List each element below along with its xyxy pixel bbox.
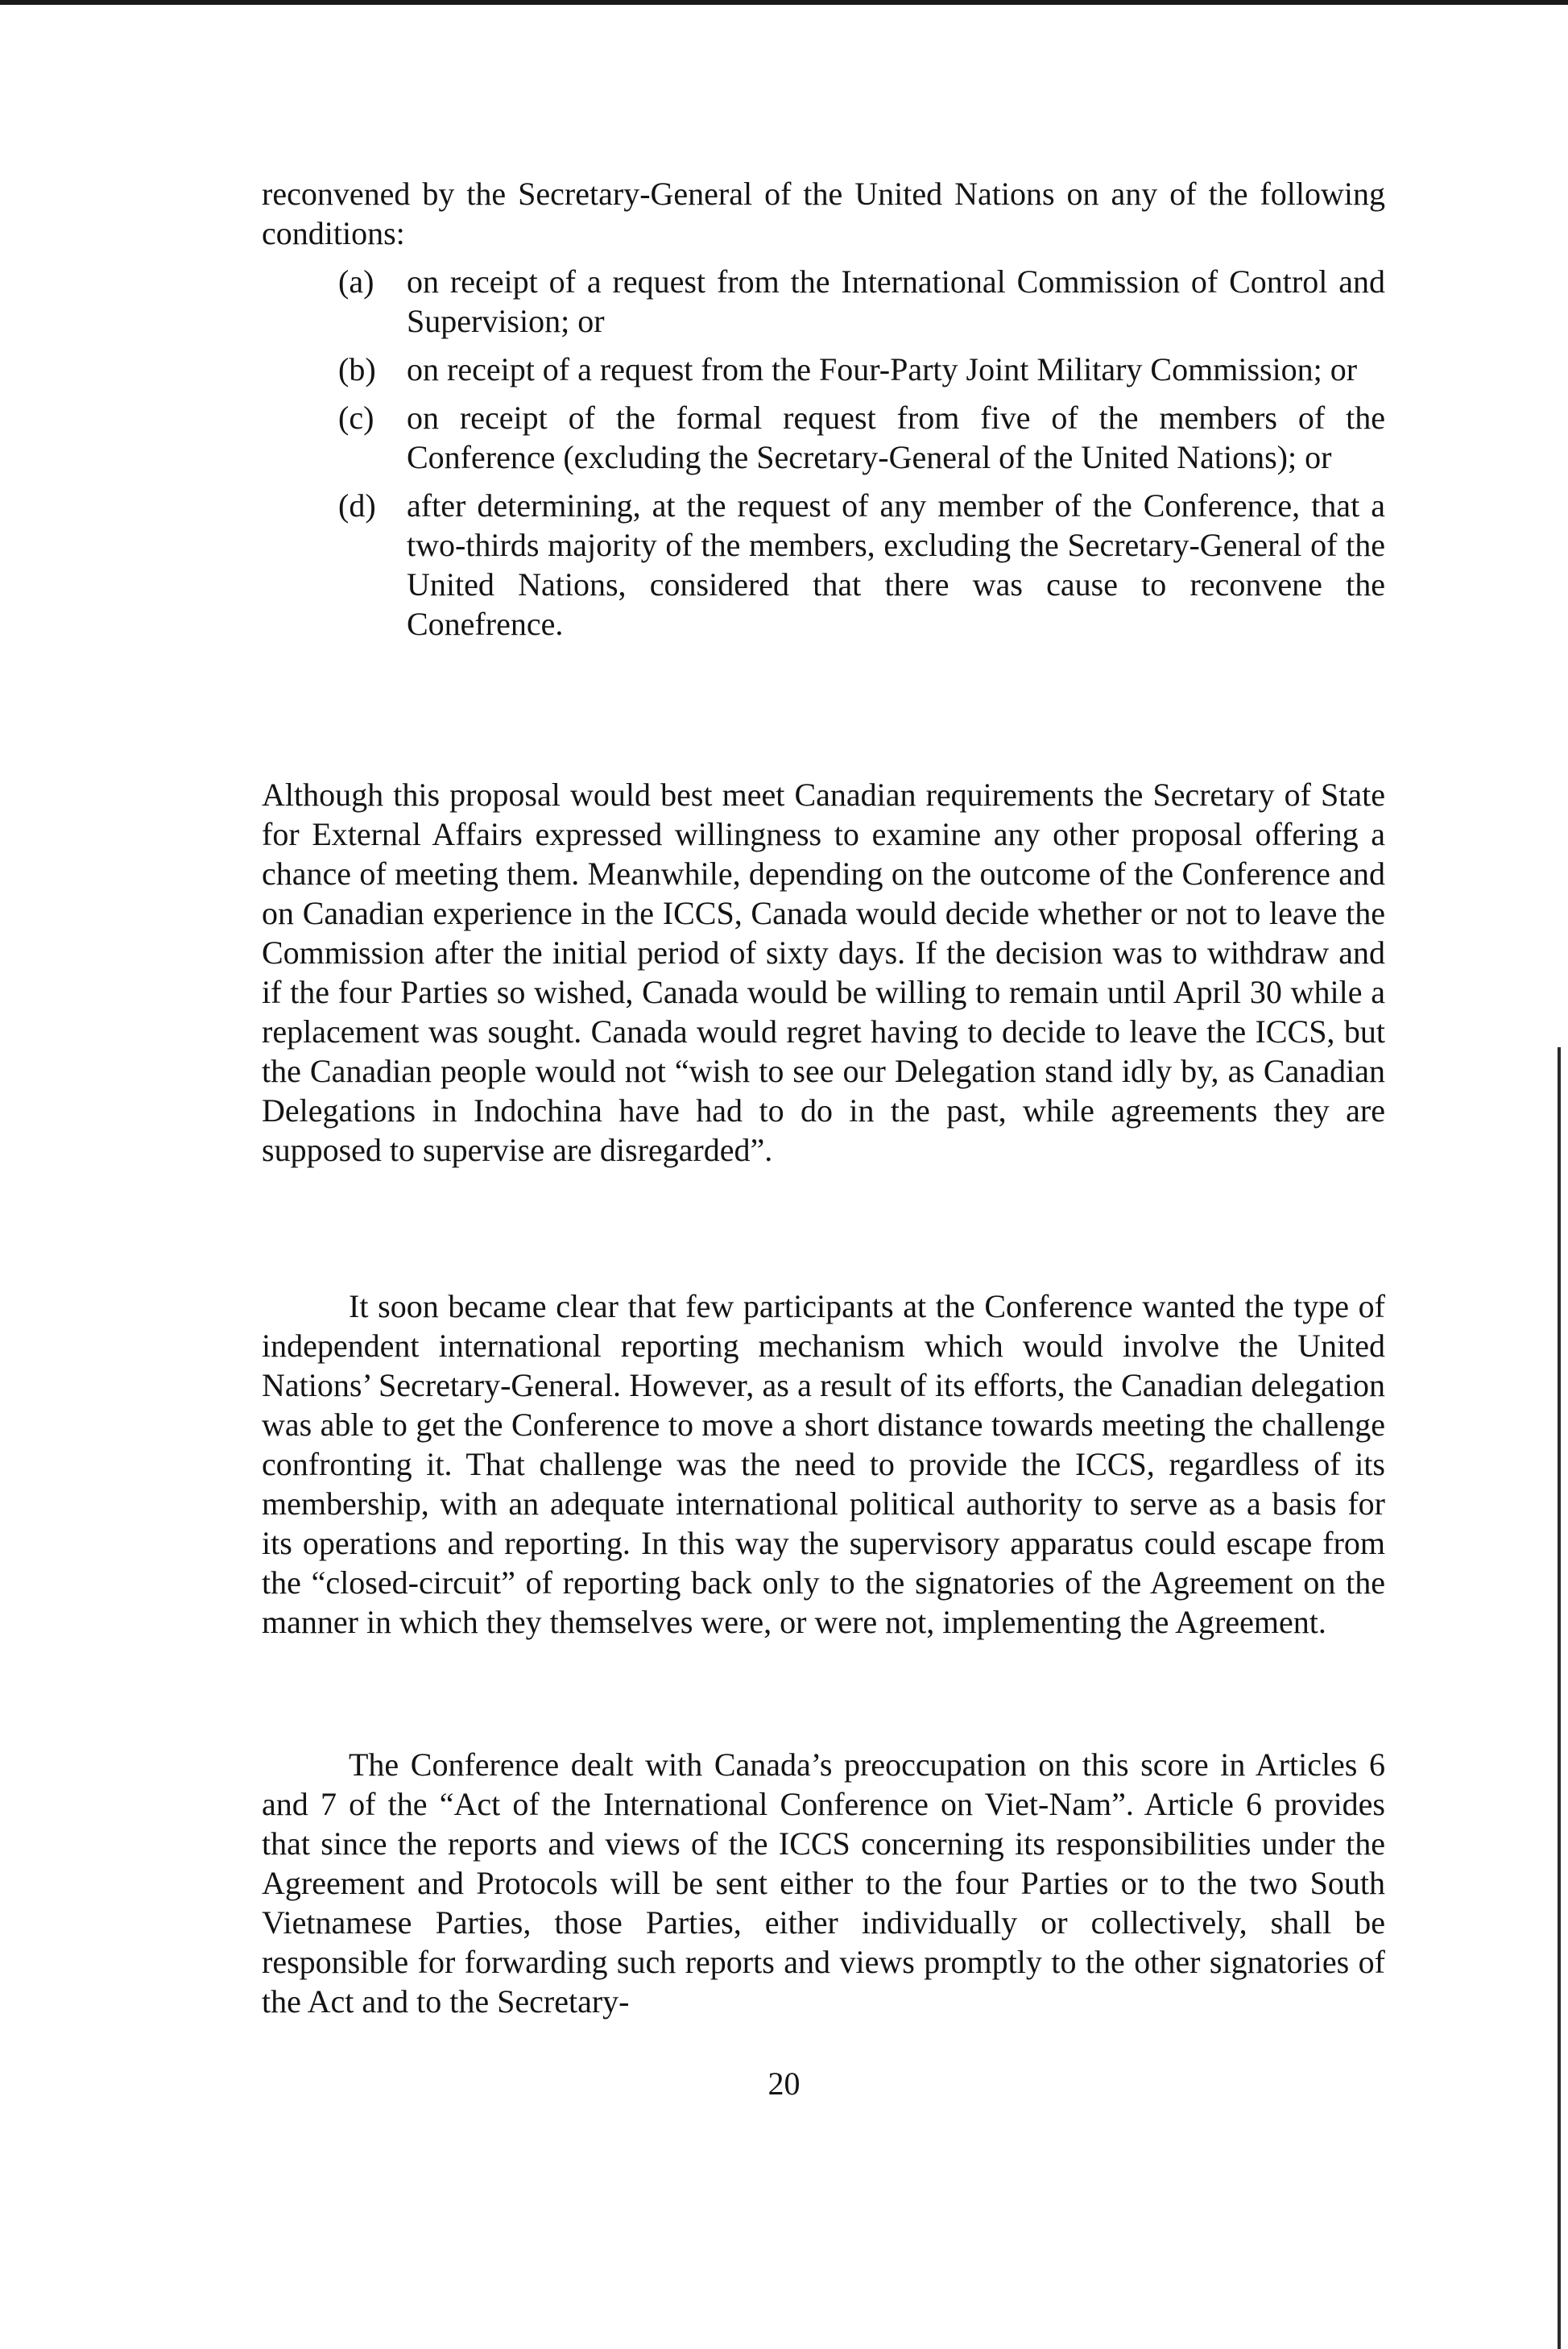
page-number: 20	[767, 2065, 801, 2102]
condition-item-c	[338, 398, 1385, 477]
body-paragraph-reporting-mechanism: It soon became clear that few participants at the Conference wanted the type of independent international reporting mechanism which would involve the United Nations’ Secretary-General. However, as a result of its efforts, the Canadian delegation was able to get the Conference to move a short distance towards meeting the challenge confronting it. That challenge was the need to provide the ICCS, regardless of its membership, with an adequate international political authority to serve as a basis for its operations and reporting. In this way the supervisory apparatus could escape from the “closed-circuit” of reporting back only to the signatories of the Agreement on the manner in which they themselves were, or were not, implementing the Agreement.	[262, 1288, 1385, 1640]
body-paragraph-canadian-requirements: Although this proposal would best meet Canadian requirements the Secretary of State for External Affairs expressed willingness to examine any other proposal offering a chance of meeting them. Meanwhile, depending on the outcome of the Conference and on Canadian experience in the ICCS, Canada would decide whether or not to leave the Commission after the initial period of sixty days. If the decision was to withdraw and if the four Parties so wished, Canada would be willing to remain until April 30 while a replacement was sought. Canada would regret having to decide to leave the ICCS, but the Canadian people would not “wish to see our Delegation stand idly by, as Canadian Delegations in Indochina have had to do in the past, while agreements they are supposed to supervise are disregarded”.	[262, 777, 1385, 1168]
condition-marker-b: (b)	[338, 351, 376, 387]
condition-text-c: on receipt of the formal request from five of the members of the Conference (excluding the Secretary-General of the United Nations); or	[407, 400, 1385, 475]
condition-marker-d: (d)	[338, 487, 376, 524]
conditions-list	[338, 262, 1385, 652]
body-paragraph-articles-6-and-7: The Conference dealt with Canada’s preoccupation on this score in Articles 6 and 7 of the “Act of the International Conference on Viet-Nam”. Article 6 provides that since the reports and views of the ICCS concerning its responsibilities under the Agreement and Protocols will be sent either to the four Parties or to the two South Vietnamese Parties, those Parties, either individually or collectively, shall be responsible for forwarding such reports and views promptly to the other signatories of the Act and to the Secretary-	[262, 1746, 1385, 2020]
condition-text-a: on receipt of a request from the International Commission of Control and Supervision; or	[407, 263, 1385, 339]
condition-text-d: after determining, at the request of any member of the Conference, that a two-thirds majority of the members, excluding the Secretary-General of the United Nations, considered that there was cause to reconvene the Conefrence.	[407, 487, 1385, 642]
condition-marker-a: (a)	[338, 263, 374, 300]
intro-paragraph: reconvened by the Secretary-General of the United Nations on any of the following conditions:	[262, 176, 1385, 251]
condition-item-d	[338, 486, 1385, 644]
condition-marker-c: (c)	[338, 400, 374, 436]
condition-text-b: on receipt of a request from the Four-Party Joint Military Commission; or	[407, 351, 1358, 387]
condition-item-a	[338, 262, 1385, 341]
condition-item-b	[338, 350, 1385, 389]
